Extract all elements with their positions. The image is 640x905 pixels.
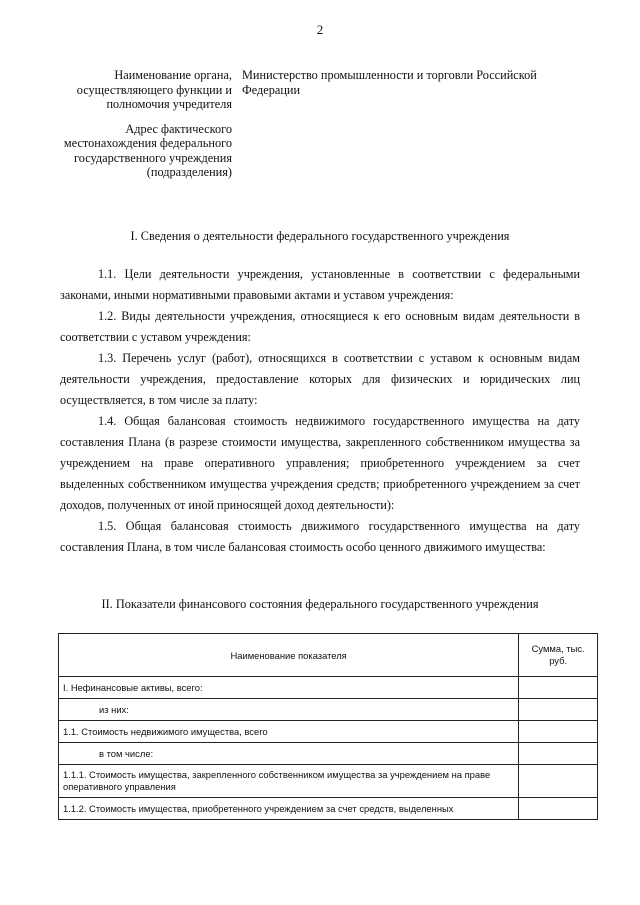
founder-organ-label: Наименование органа, осуществляющего функции и полномочия учредителя xyxy=(76,68,232,111)
address-label: Адрес фактического местонахождения федерального государственного учреждения (подразделения) xyxy=(63,121,232,179)
section-1-title: I. Сведения о деятельности федерального государственного учреждения xyxy=(130,229,510,243)
row-value xyxy=(519,721,598,743)
section-2-title: II. Показатели финансового состояния федерального государственного учреждения xyxy=(101,597,539,611)
paragraph-1-4: 1.4. Общая балансовая стоимость недвижимого государственного имущества на дату составления Плана (в разрезе стоимости имущества, закрепленного собственником имущества за учреждением на праве оперативного управления; приобретенного учреждением за счет выделенных собственником имущества учреждения средств; приобретенного учреждением за счет доходов, полученных от иной приносящей доход деятельности): xyxy=(60,414,580,512)
founder-organ-row xyxy=(60,68,580,112)
section-1-paragraphs xyxy=(60,264,580,558)
row-value xyxy=(519,798,598,820)
row-label: 1.1.2. Стоимость имущества, приобретенного учреждением за счет средств, выделенных xyxy=(59,798,519,820)
row-value xyxy=(519,699,598,721)
column-header-sum: Сумма, тыс. руб. xyxy=(519,634,598,677)
table-header-row xyxy=(59,634,598,677)
row-label: 1.1.1. Стоимость имущества, закрепленного собственником имущества за учреждением на праве оперативного управления xyxy=(59,765,519,798)
row-label: I. Нефинансовые активы, всего: xyxy=(59,677,519,699)
header-block xyxy=(60,68,580,180)
table-row xyxy=(59,798,598,820)
address-value xyxy=(242,122,542,180)
address-row xyxy=(60,122,580,180)
paragraph-1-5: 1.5. Общая балансовая стоимость движимого государственного имущества на дату составления Плана, в том числе балансовая стоимость особо ценного движимого имущества: xyxy=(60,519,580,554)
table-row xyxy=(59,677,598,699)
row-label: из них: xyxy=(59,699,519,721)
row-label: в том числе: xyxy=(59,743,519,765)
column-header-indicator: Наименование показателя xyxy=(59,634,519,677)
table-row xyxy=(59,721,598,743)
table-row xyxy=(59,743,598,765)
row-value xyxy=(519,677,598,699)
page-number: 2 xyxy=(316,22,324,37)
financial-indicators-table xyxy=(58,633,598,820)
paragraph-1-3: 1.3. Перечень услуг (работ), относящихся в соответствии с уставом к основным видам деятельности учреждения, предоставление которых для физических и юридических лиц осуществляется, в том числе за плату: xyxy=(60,351,580,407)
row-value xyxy=(519,765,598,798)
paragraph-1-1: 1.1. Цели деятельности учреждения, установленные в соответствии с федеральными законами, иными нормативными правовыми актами и уставом учреждения: xyxy=(60,267,580,302)
paragraph-1-2: 1.2. Виды деятельности учреждения, относящиеся к его основным видам деятельности в соответствии с уставом учреждения: xyxy=(60,309,580,344)
row-value xyxy=(519,743,598,765)
table-row xyxy=(59,699,598,721)
founder-organ-value: Министерство промышленности и торговли Российской Федерации xyxy=(242,68,537,97)
table-row xyxy=(59,765,598,798)
row-label: 1.1. Стоимость недвижимого имущества, всего xyxy=(59,721,519,743)
